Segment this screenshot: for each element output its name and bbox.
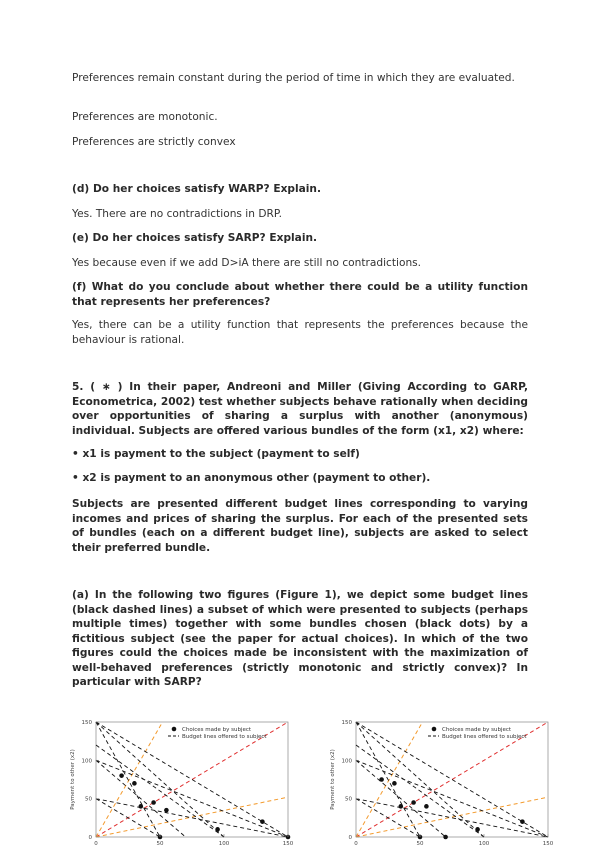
x-tick-label: 100 [478, 841, 490, 847]
choice-point [424, 804, 429, 809]
y-tick-label: 150 [81, 720, 92, 726]
x-tick-label: 50 [156, 841, 164, 847]
chart-right [322, 712, 572, 848]
choice-point [119, 773, 124, 778]
reference-ray-orange-high [356, 722, 423, 837]
y-tick-label: 0 [88, 835, 92, 841]
x-tick-label: 0 [354, 841, 358, 847]
x-tick-label: 50 [416, 841, 424, 847]
question-a: (a) In the following two figures (Figure 1), we depict some budget lines (black dashed lines) a subset of which were presented to subjects (perhaps multiple times) together with some bundles chosen (black dots) by a fictitious subject (see the paper for actual choices). In which of the two figures could the choices made be inconsistent with the maximization of well-behaved preferences (strictly monotonic and strictly convex)? In particular with SARP? [72, 589, 528, 688]
y-tick-label: 50 [85, 796, 92, 803]
legend-lines-label: Budget lines offered to subject [442, 734, 527, 740]
bullet-x1: • x1 is payment to the subject (payment to self) [72, 448, 360, 460]
assumption-convex: Preferences are strictly convex [72, 136, 236, 148]
answer-d: Yes. There are no contradictions in DRP. [72, 208, 282, 220]
question-5: 5. ( ∗ ) In their paper, Andreoni and Miller (Giving According to GARP, Econometrica, 2002) test whether subjects behave rationally when deciding over opportunities of sharing a surplus with another (anonymous) individual. Subjects are offered various bundles of the form (x1, x2) where: [72, 381, 528, 437]
budget-line [96, 722, 160, 837]
question-d: (d) Do her choices satisfy WARP? Explain. [72, 183, 321, 195]
budget-line [356, 760, 548, 837]
budget-line [356, 745, 484, 837]
choice-point [520, 819, 525, 824]
y-tick-label: 50 [345, 796, 352, 803]
x-tick-label: 150 [282, 841, 294, 847]
budget-line [356, 722, 420, 837]
choice-point [411, 800, 416, 805]
choice-point [132, 781, 137, 786]
y-axis-label: Payment to other (x2) [330, 749, 336, 810]
reference-ray-orange-high [96, 722, 163, 837]
y-axis-label: Payment to other (x2) [70, 749, 76, 810]
choice-point [164, 808, 169, 813]
legend-lines-label: Budget lines offered to subject [182, 734, 267, 740]
choice-point [475, 827, 480, 832]
question-5-description: Subjects are presented different budget lines corresponding to varying incomes and prices of sharing the surplus. For each of the presented sets of bundles (each on a different budget line), subjects are asked to select their preferred bundle. [72, 498, 528, 554]
choice-point [151, 800, 156, 805]
choice-point [139, 804, 144, 809]
budget-line [96, 745, 224, 837]
answer-f: Yes, there can be a utility function that represents the preferences because the behaviour is rational. [72, 319, 528, 346]
choice-point [379, 777, 384, 782]
bullet-x2: • x2 is payment to an anonymous other (payment to other). [72, 472, 431, 484]
choice-point [443, 835, 448, 840]
x-tick-label: 100 [218, 841, 230, 847]
assumption-constant: Preferences remain constant during the period of time in which they are evaluated. [72, 72, 515, 84]
legend-dot-swatch [172, 727, 177, 732]
choice-point [215, 827, 220, 832]
figure-left [62, 712, 312, 848]
question-e: (e) Do her choices satisfy SARP? Explain. [72, 232, 318, 244]
choice-point [399, 804, 404, 809]
y-tick-label: 100 [341, 758, 352, 765]
chart-left [62, 712, 312, 848]
question-f: (f) What do you conclude about whether there could be a utility function that represents her preferences? [72, 281, 528, 308]
y-tick-label: 150 [341, 720, 352, 726]
budget-line [96, 760, 288, 837]
legend-dots-label: Choices made by subject [182, 727, 252, 733]
assumption-monotonic: Preferences are monotonic. [72, 111, 218, 123]
choice-point [392, 781, 397, 786]
y-tick-label: 0 [348, 835, 352, 841]
y-tick-label: 100 [81, 758, 92, 765]
legend-dots-label: Choices made by subject [442, 727, 512, 733]
x-tick-label: 0 [94, 841, 98, 847]
answer-e: Yes because even if we add D>iA there are still no contradictions. [72, 257, 422, 269]
choice-point [260, 819, 265, 824]
x-tick-label: 150 [542, 841, 554, 847]
reference-ray-orange-low [96, 797, 288, 837]
legend-dot-swatch [432, 727, 437, 732]
reference-ray-orange-low [356, 797, 548, 837]
figure-right [322, 712, 572, 848]
